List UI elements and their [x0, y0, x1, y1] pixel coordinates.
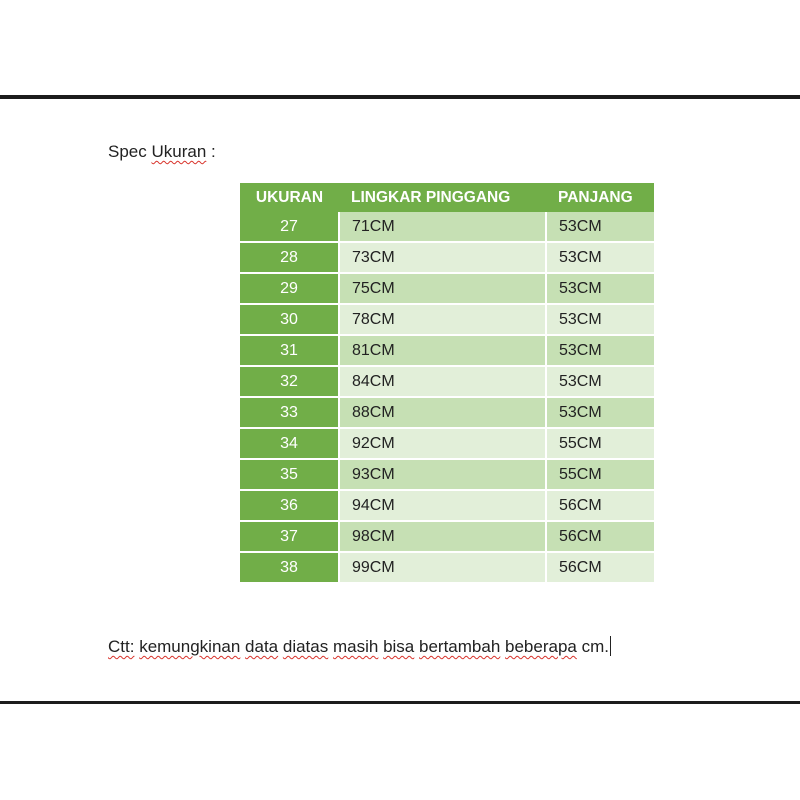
note-word: bisa — [383, 637, 415, 656]
note-word: Ctt: — [108, 637, 135, 656]
note-word: masih — [332, 637, 379, 656]
cell-lingkar-pinggang: 78CM — [339, 304, 546, 335]
table-row — [240, 273, 654, 304]
text-cursor — [610, 636, 611, 656]
cell-lingkar-pinggang: 71CM — [339, 212, 546, 242]
note-word: bertambah — [419, 637, 501, 656]
cell-ukuran: 37 — [240, 521, 339, 552]
table-row — [240, 212, 654, 242]
cell-panjang: 53CM — [546, 335, 654, 366]
heading-word-ukuran: Ukuran — [151, 142, 207, 161]
note-word: diatas — [282, 637, 329, 656]
cell-lingkar-pinggang: 99CM — [339, 552, 546, 583]
cell-panjang: 53CM — [546, 242, 654, 273]
cell-panjang: 56CM — [546, 521, 654, 552]
cell-lingkar-pinggang: 92CM — [339, 428, 546, 459]
table-row — [240, 428, 654, 459]
spec-heading — [108, 142, 216, 162]
cell-panjang: 55CM — [546, 428, 654, 459]
column-header-ukuran: UKURAN — [240, 183, 339, 212]
table-row — [240, 397, 654, 428]
top-border-line — [0, 95, 800, 99]
table-body — [240, 212, 654, 583]
cell-panjang: 55CM — [546, 459, 654, 490]
cell-lingkar-pinggang: 84CM — [339, 366, 546, 397]
size-table — [240, 183, 654, 584]
cell-panjang: 53CM — [546, 273, 654, 304]
cell-ukuran: 31 — [240, 335, 339, 366]
table-row — [240, 521, 654, 552]
table-row — [240, 552, 654, 583]
table-row — [240, 242, 654, 273]
cell-lingkar-pinggang: 73CM — [339, 242, 546, 273]
cell-ukuran: 36 — [240, 490, 339, 521]
note-word: cm. — [581, 637, 609, 656]
bottom-border-line — [0, 701, 800, 704]
note-text — [108, 636, 611, 657]
cell-panjang: 56CM — [546, 552, 654, 583]
cell-lingkar-pinggang: 93CM — [339, 459, 546, 490]
note-word: data — [245, 637, 279, 656]
table-header-row — [240, 183, 654, 212]
cell-panjang: 56CM — [546, 490, 654, 521]
cell-panjang: 53CM — [546, 366, 654, 397]
cell-lingkar-pinggang: 94CM — [339, 490, 546, 521]
table-row — [240, 459, 654, 490]
heading-word-spec: Spec — [108, 142, 147, 161]
cell-panjang: 53CM — [546, 304, 654, 335]
table-row — [240, 335, 654, 366]
table-row — [240, 366, 654, 397]
cell-ukuran: 38 — [240, 552, 339, 583]
column-header-lingkar-pinggang: LINGKAR PINGGANG — [339, 183, 546, 212]
column-header-panjang: PANJANG — [546, 183, 654, 212]
cell-panjang: 53CM — [546, 212, 654, 242]
cell-lingkar-pinggang: 81CM — [339, 335, 546, 366]
cell-ukuran: 30 — [240, 304, 339, 335]
cell-ukuran: 35 — [240, 459, 339, 490]
cell-ukuran: 34 — [240, 428, 339, 459]
table-row — [240, 490, 654, 521]
cell-ukuran: 28 — [240, 242, 339, 273]
cell-lingkar-pinggang: 98CM — [339, 521, 546, 552]
cell-ukuran: 27 — [240, 212, 339, 242]
cell-ukuran: 32 — [240, 366, 339, 397]
cell-ukuran: 33 — [240, 397, 339, 428]
cell-ukuran: 29 — [240, 273, 339, 304]
cell-panjang: 53CM — [546, 397, 654, 428]
note-word: beberapa — [505, 637, 577, 656]
cell-lingkar-pinggang: 88CM — [339, 397, 546, 428]
table-row — [240, 304, 654, 335]
heading-colon: : — [206, 142, 216, 161]
note-word: kemungkinan — [139, 637, 241, 656]
cell-lingkar-pinggang: 75CM — [339, 273, 546, 304]
